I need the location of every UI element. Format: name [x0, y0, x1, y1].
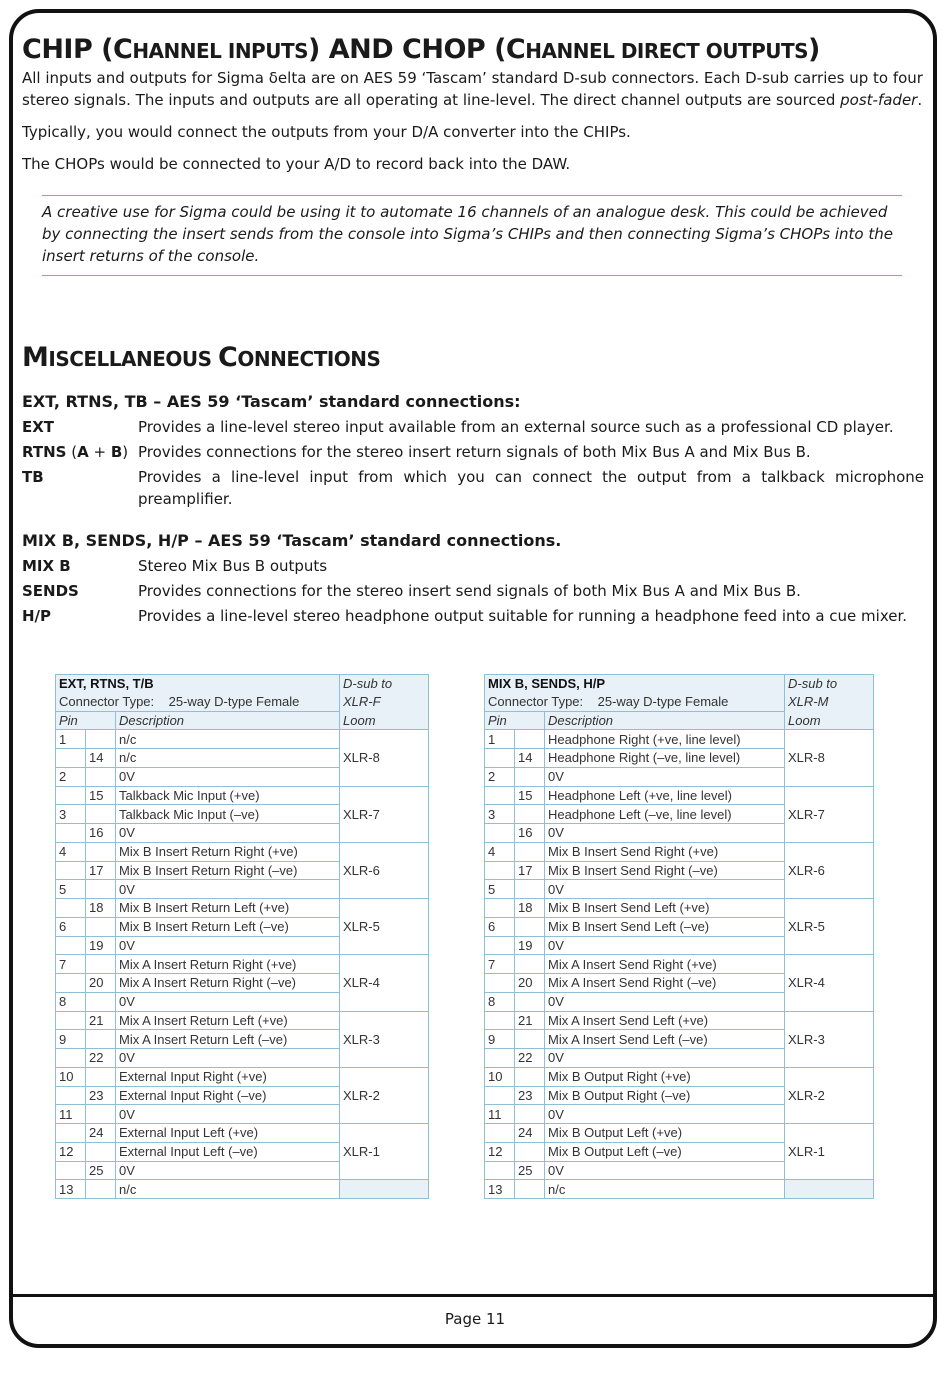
definition-term: SENDS — [22, 582, 79, 600]
definition-desc: Provides a line-level stereo headphone output suitable for running a headphone feed into a cue mixer. — [138, 607, 908, 625]
mix-section-title: MIX B, SENDS, H/P – AES 59 ‘Tascam’ standard connections. — [22, 531, 562, 550]
pin-number — [485, 974, 515, 993]
pin-number-alt — [86, 1067, 116, 1086]
pin-number-alt — [86, 992, 116, 1011]
page-number: Page 11 — [444, 1310, 506, 1328]
pin-number-alt: 20 — [515, 974, 545, 993]
pin-description: Mix A Insert Send Right (–ve) — [545, 974, 785, 993]
loom-cell: XLR-6 — [340, 842, 429, 898]
loom-header: Loom — [340, 711, 429, 730]
pin-number-alt: 16 — [86, 824, 116, 843]
pin-description: Mix A Insert Return Right (–ve) — [116, 974, 340, 993]
pin-number — [485, 1049, 515, 1068]
pin-number: 1 — [485, 730, 515, 749]
column-header-pin: Pin — [485, 711, 545, 730]
pin-number-alt: 15 — [86, 786, 116, 805]
pin-number-alt: 22 — [86, 1049, 116, 1068]
pin-number — [56, 1086, 86, 1105]
table-title: MIX B, SENDS, H/P — [485, 675, 785, 693]
pin-description: 0V — [545, 936, 785, 955]
pin-number — [56, 749, 86, 768]
pin-number-alt — [515, 842, 545, 861]
pin-number-alt — [515, 1067, 545, 1086]
pin-description: 0V — [545, 1161, 785, 1180]
pin-row — [56, 786, 429, 805]
pin-number — [485, 749, 515, 768]
pin-number: 11 — [56, 1105, 86, 1124]
pin-number: 10 — [485, 1067, 515, 1086]
definition-term: H/P — [22, 607, 52, 625]
pin-description: Mix A Insert Return Right (+ve) — [116, 955, 340, 974]
pin-number — [56, 936, 86, 955]
pin-description: Mix A Insert Return Left (–ve) — [116, 1030, 340, 1049]
pin-number — [485, 1011, 515, 1030]
pin-number-alt: 19 — [515, 936, 545, 955]
pin-description: 0V — [116, 1105, 340, 1124]
pin-row — [56, 842, 429, 861]
pin-description: Headphone Left (–ve, line level) — [545, 805, 785, 824]
pin-description: 0V — [116, 992, 340, 1011]
definition-term: EXT — [22, 418, 55, 436]
definition-row — [22, 605, 924, 627]
pin-row — [56, 899, 429, 918]
pin-number-alt — [515, 880, 545, 899]
pin-number: 6 — [485, 917, 515, 936]
pin-number-alt — [86, 805, 116, 824]
pin-description: Mix B Insert Return Right (–ve) — [116, 861, 340, 880]
pin-number-alt — [86, 767, 116, 786]
pin-number: 9 — [56, 1030, 86, 1049]
column-header-pin: Pin — [56, 711, 116, 730]
pin-number — [485, 1161, 515, 1180]
pin-number: 3 — [56, 805, 86, 824]
misc-connections-title: MISCELLANEOUS CONNECTIONS — [22, 342, 381, 373]
pin-number-alt — [86, 1142, 116, 1161]
definition-term: MIX B — [22, 557, 71, 575]
connector-type: Connector Type: 25-way D-type Female — [485, 693, 785, 711]
pin-number-alt — [86, 730, 116, 749]
pin-number-alt — [515, 1030, 545, 1049]
loom-cell — [340, 1180, 429, 1199]
connector-type: Connector Type: 25-way D-type Female — [56, 693, 340, 711]
pin-number: 2 — [485, 767, 515, 786]
pin-number — [485, 936, 515, 955]
definition-row — [22, 580, 924, 602]
pin-description: External Input Left (+ve) — [116, 1124, 340, 1143]
loom-header: Loom — [785, 711, 874, 730]
pin-description: Headphone Right (–ve, line level) — [545, 749, 785, 768]
pin-row — [485, 1067, 874, 1086]
pin-number — [56, 1049, 86, 1068]
pin-number: 9 — [485, 1030, 515, 1049]
pin-number-alt: 21 — [86, 1011, 116, 1030]
pin-number-alt: 14 — [515, 749, 545, 768]
pin-number — [56, 899, 86, 918]
ext-definition-list — [22, 416, 924, 510]
loom-cell: XLR-1 — [340, 1124, 429, 1180]
pin-number-alt: 18 — [515, 899, 545, 918]
loom-header: XLR-M — [785, 693, 874, 711]
pin-description: External Input Left (–ve) — [116, 1142, 340, 1161]
pin-number — [485, 824, 515, 843]
pin-description: n/c — [116, 730, 340, 749]
pin-description: 0V — [545, 767, 785, 786]
pin-description: n/c — [545, 1180, 785, 1199]
pin-number: 2 — [56, 767, 86, 786]
pin-row — [485, 730, 874, 749]
pin-number-alt: 16 — [515, 824, 545, 843]
tip-callout: A creative use for Sigma could be using it to automate 16 channels of an analogue desk. This could be achieved by connecting the insert sends from the console into Sigma’s CHIPs and then connecting Sigma’s CHOPs into the insert returns of the console. — [42, 195, 902, 276]
ext-section-title: EXT, RTNS, TB – AES 59 ‘Tascam’ standard connections: — [22, 392, 521, 411]
pin-description: Mix B Output Right (+ve) — [545, 1067, 785, 1086]
pin-description: Mix B Insert Send Right (–ve) — [545, 861, 785, 880]
pin-number — [485, 786, 515, 805]
definition-term: RTNS (A + B) — [22, 443, 129, 461]
pin-number: 8 — [56, 992, 86, 1011]
pin-row — [485, 1124, 874, 1143]
adc-paragraph: The CHOPs would be connected to your A/D to record back into the DAW. — [22, 155, 571, 173]
pin-number-alt: 25 — [86, 1161, 116, 1180]
pin-number — [56, 974, 86, 993]
pin-number-alt: 18 — [86, 899, 116, 918]
pin-number-alt — [515, 1105, 545, 1124]
page-content — [22, 34, 924, 630]
pin-number: 1 — [56, 730, 86, 749]
definition-term: TB — [22, 468, 44, 486]
pin-description: 0V — [116, 1161, 340, 1180]
pin-row — [485, 786, 874, 805]
pin-number-alt: 25 — [515, 1161, 545, 1180]
dac-paragraph: Typically, you would connect the outputs from your D/A converter into the CHIPs. — [22, 123, 631, 141]
pinout-table-mixb-sends-hp — [484, 674, 874, 1199]
pin-description: Mix A Insert Send Left (+ve) — [545, 1011, 785, 1030]
loom-cell: XLR-5 — [785, 899, 874, 955]
footer-rule — [11, 1294, 935, 1297]
pin-number-alt: 20 — [86, 974, 116, 993]
pin-description: Mix A Insert Send Left (–ve) — [545, 1030, 785, 1049]
mix-definition-list — [22, 555, 924, 627]
pin-number-alt — [515, 917, 545, 936]
pin-number-alt — [515, 955, 545, 974]
loom-cell: XLR-7 — [340, 786, 429, 842]
pin-number: 12 — [485, 1142, 515, 1161]
pin-number-alt — [86, 917, 116, 936]
pin-number-alt: 17 — [86, 861, 116, 880]
loom-cell: XLR-8 — [785, 730, 874, 786]
pin-description: 0V — [545, 1049, 785, 1068]
pin-number-alt: 17 — [515, 861, 545, 880]
definition-desc: Provides connections for the stereo insert send signals of both Mix Bus A and Mix Bus B. — [138, 582, 801, 600]
loom-cell — [785, 1180, 874, 1199]
pin-row — [56, 730, 429, 749]
pin-description: Mix B Insert Send Left (+ve) — [545, 899, 785, 918]
definition-desc: Provides a line-level input from which you can connect the output from a talkback microphone preamplifier. — [138, 468, 924, 508]
pin-number — [485, 1086, 515, 1105]
pin-number — [56, 786, 86, 805]
definition-desc: Stereo Mix Bus B outputs — [138, 557, 328, 575]
pin-description: Mix B Output Right (–ve) — [545, 1086, 785, 1105]
pin-number-alt: 23 — [515, 1086, 545, 1105]
pin-description: External Input Right (–ve) — [116, 1086, 340, 1105]
definition-row — [22, 466, 924, 510]
loom-cell: XLR-1 — [785, 1124, 874, 1180]
pin-number-alt: 15 — [515, 786, 545, 805]
pin-description: 0V — [116, 1049, 340, 1068]
definition-desc: Provides connections for the stereo insert return signals of both Mix Bus A and Mix Bus B. — [138, 443, 811, 461]
pin-row — [485, 842, 874, 861]
pin-number-alt: 19 — [86, 936, 116, 955]
pin-description: Mix B Insert Return Left (–ve) — [116, 917, 340, 936]
loom-cell: XLR-7 — [785, 786, 874, 842]
loom-cell: XLR-3 — [340, 1011, 429, 1067]
pin-description: Mix B Output Left (–ve) — [545, 1142, 785, 1161]
loom-cell: XLR-6 — [785, 842, 874, 898]
loom-header: XLR-F — [340, 693, 429, 711]
pin-number-alt — [515, 1142, 545, 1161]
definition-desc: Provides a line-level stereo input available from an external source such as a professional CD player. — [138, 418, 894, 436]
pin-description: External Input Right (+ve) — [116, 1067, 340, 1086]
pin-description: Mix B Insert Send Right (+ve) — [545, 842, 785, 861]
pin-number — [485, 1124, 515, 1143]
loom-cell: XLR-3 — [785, 1011, 874, 1067]
pin-description: n/c — [116, 1180, 340, 1199]
definition-row — [22, 416, 924, 438]
pin-number-alt: 24 — [86, 1124, 116, 1143]
pin-description: Talkback Mic Input (+ve) — [116, 786, 340, 805]
pin-number: 13 — [485, 1180, 515, 1199]
definition-row — [22, 441, 924, 463]
pin-number — [56, 1124, 86, 1143]
pin-number-alt — [515, 992, 545, 1011]
pin-description: Mix A Insert Return Left (+ve) — [116, 1011, 340, 1030]
pin-description: Mix B Insert Send Left (–ve) — [545, 917, 785, 936]
pin-description: Talkback Mic Input (–ve) — [116, 805, 340, 824]
pin-number — [56, 1011, 86, 1030]
loom-cell: XLR-2 — [340, 1067, 429, 1123]
pin-number: 4 — [56, 842, 86, 861]
pin-number — [56, 861, 86, 880]
pin-number-alt — [515, 767, 545, 786]
pin-number: 10 — [56, 1067, 86, 1086]
pin-description: 0V — [116, 767, 340, 786]
loom-header: D-sub to — [785, 675, 874, 693]
pin-number-alt: 24 — [515, 1124, 545, 1143]
pin-number: 5 — [485, 880, 515, 899]
pin-number-alt: 23 — [86, 1086, 116, 1105]
column-header-description: Description — [116, 711, 340, 730]
pin-number-alt — [86, 1180, 116, 1199]
pin-number-alt: 22 — [515, 1049, 545, 1068]
pin-description: Headphone Right (+ve, line level) — [545, 730, 785, 749]
pin-number-alt — [86, 955, 116, 974]
pin-number: 3 — [485, 805, 515, 824]
pin-row — [485, 1011, 874, 1030]
pin-row — [56, 1124, 429, 1143]
pin-number — [56, 1161, 86, 1180]
pin-row — [56, 1011, 429, 1030]
loom-cell: XLR-5 — [340, 899, 429, 955]
page-title-chip-chop: CHIP (CHANNEL INPUTS) AND CHOP (CHANNEL DIRECT OUTPUTS) — [22, 34, 820, 65]
loom-cell: XLR-2 — [785, 1067, 874, 1123]
pin-description: 0V — [545, 880, 785, 899]
pin-description: 0V — [545, 992, 785, 1011]
pin-number-alt — [515, 1180, 545, 1199]
pin-number: 7 — [485, 955, 515, 974]
pin-description: Headphone Left (+ve, line level) — [545, 786, 785, 805]
pin-description: Mix B Output Left (+ve) — [545, 1124, 785, 1143]
pin-number-alt — [515, 805, 545, 824]
pin-number: 11 — [485, 1105, 515, 1124]
column-header-description: Description — [545, 711, 785, 730]
pin-row — [56, 1180, 429, 1199]
pin-number-alt — [86, 1105, 116, 1124]
pin-description: 0V — [116, 880, 340, 899]
pin-description: Mix A Insert Send Right (+ve) — [545, 955, 785, 974]
pin-row — [485, 955, 874, 974]
pin-number-alt — [86, 880, 116, 899]
pin-number — [56, 824, 86, 843]
pin-number-alt — [86, 842, 116, 861]
pin-number-alt — [515, 730, 545, 749]
loom-cell: XLR-8 — [340, 730, 429, 786]
pin-number: 7 — [56, 955, 86, 974]
pin-number: 8 — [485, 992, 515, 1011]
pin-number — [485, 899, 515, 918]
pin-row — [485, 899, 874, 918]
pin-row — [56, 1067, 429, 1086]
loom-cell: XLR-4 — [340, 955, 429, 1011]
intro-paragraph: All inputs and outputs for Sigma δelta are on AES 59 ‘Tascam’ standard D-sub connectors. Each D-sub carries up to four stereo signals. The inputs and outputs are all operating at line-level. The direct channel outputs are sourced post-fader. — [22, 69, 923, 109]
pin-number — [485, 861, 515, 880]
pin-number-alt — [86, 1030, 116, 1049]
pin-description: Mix B Insert Return Right (+ve) — [116, 842, 340, 861]
pin-row — [56, 955, 429, 974]
pin-number-alt: 14 — [86, 749, 116, 768]
pin-number: 5 — [56, 880, 86, 899]
definition-row — [22, 555, 924, 577]
pin-description: 0V — [545, 824, 785, 843]
pin-number: 12 — [56, 1142, 86, 1161]
pin-description: Mix B Insert Return Left (+ve) — [116, 899, 340, 918]
pin-number-alt: 21 — [515, 1011, 545, 1030]
loom-header: D-sub to — [340, 675, 429, 693]
loom-cell: XLR-4 — [785, 955, 874, 1011]
pinout-table-ext-rtns-tb — [55, 674, 429, 1199]
pin-description: n/c — [116, 749, 340, 768]
table-title: EXT, RTNS, T/B — [56, 675, 340, 693]
pin-description: 0V — [116, 824, 340, 843]
pin-row — [485, 1180, 874, 1199]
pin-description: 0V — [545, 1105, 785, 1124]
pin-number: 6 — [56, 917, 86, 936]
pin-number: 4 — [485, 842, 515, 861]
pin-description: 0V — [116, 936, 340, 955]
pin-number: 13 — [56, 1180, 86, 1199]
